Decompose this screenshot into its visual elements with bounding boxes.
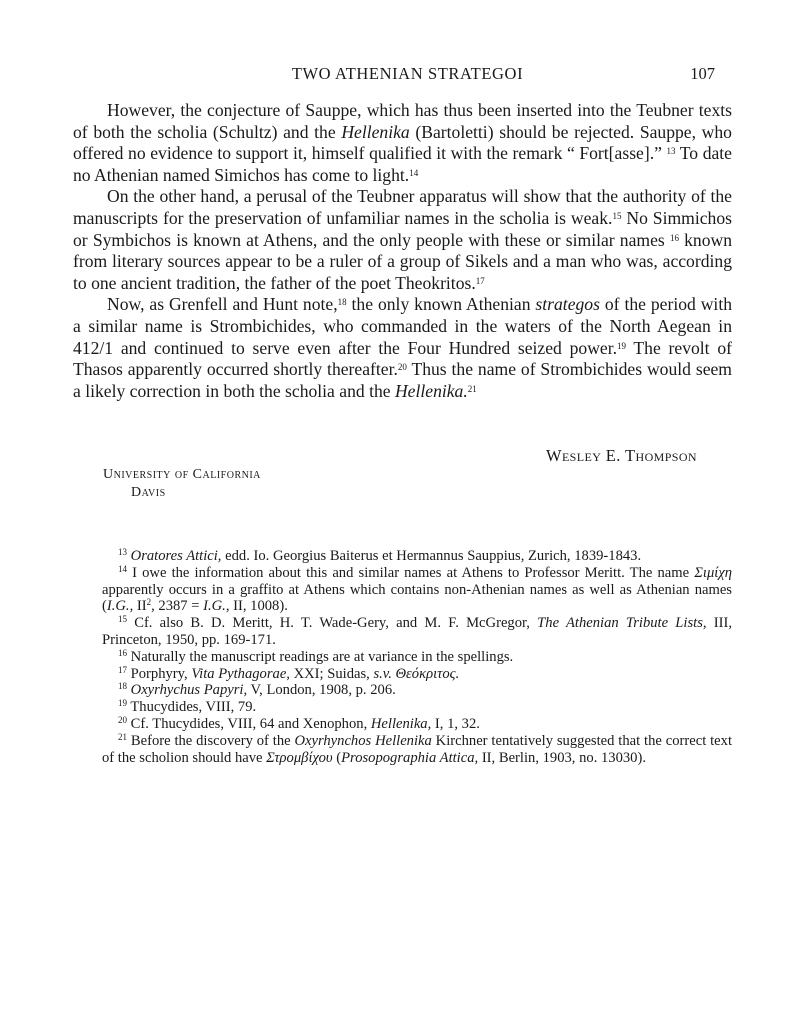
running-title: TWO ATHENIAN STRATEGOI [291, 64, 524, 83]
text-run: known from literary sources appear to be a ruler of a group of Sikels and a man who was, according to one ancient tradition, the father of the poet Theokritos. [73, 229, 732, 293]
footnote-17 [102, 666, 732, 683]
author-name: Wesley E. Thompson [545, 446, 697, 465]
article-body [73, 100, 732, 402]
footnote-ref-14[interactable]: 14 [409, 167, 419, 178]
italic-term: Hellenika [341, 121, 410, 142]
italic-abbrev: I.G., [203, 598, 230, 615]
text-run: (Bartoletti) should be rejected. Sauppe, who offered no evidence to support it, himself qualified it with the remark “ Fort[asse].” [73, 121, 732, 164]
footnote-number: 14 [118, 563, 127, 574]
italic-term: Hellenika. [394, 380, 468, 401]
text-run: Cf. Thucydides, VIII, 64 and Xenophon, [127, 715, 371, 732]
text-run: Before the discovery of the [127, 732, 295, 749]
footnote-21 [102, 733, 732, 767]
footnote-ref-20[interactable]: 20 [397, 362, 407, 373]
affiliation-institution: University of California [103, 467, 261, 482]
text-run: I owe the information about this and similar names at Athens to Professor Meritt. The name [127, 564, 695, 581]
text-run: III, Princeton, 1950, pp. 169-171. [102, 615, 732, 648]
affiliation-campus: Davis [131, 485, 166, 500]
page-number: 107 [690, 64, 715, 83]
text-run: To date no Athenian named Simichos has come to light. [73, 143, 732, 185]
footnote-number: 13 [118, 547, 127, 557]
text-run: No Simmichos or Symbichos is known at Athens, and the only people with these or similar names [73, 207, 732, 250]
footnotes [102, 548, 732, 766]
text-run: II, Berlin, 1903, no. 13030). [478, 749, 646, 766]
footnote-number: 19 [118, 698, 127, 709]
italic-title: Oxyrhynchos Hellenika [294, 732, 432, 749]
text-run: Kirchner tentatively suggested that the correct text of the scholion should have [102, 732, 733, 766]
text-run: of the period with a similar name is Strombichides, who commanded in the waters of the North Aegean in 412/1 and continued to serve even after the Four Hundred seized power. [73, 294, 733, 358]
italic-abbrev: I.G., [106, 598, 134, 615]
greek-word: Σιμίχη [694, 564, 732, 581]
footnote-number: 15 [118, 614, 127, 625]
footnote-19 [102, 699, 732, 716]
text-run: Cf. also B. D. Meritt, H. T. Wade-Gery, and M. F. McGregor, [127, 615, 538, 632]
text-run: Thucydides, VIII, 79. [127, 699, 257, 716]
footnote-number: 20 [118, 714, 127, 725]
paragraph-3 [73, 294, 732, 402]
footnote-number: 17 [118, 664, 127, 675]
edition-superscript: 2 [146, 597, 152, 608]
italic-title: Prosopographia Attica, [341, 749, 479, 766]
text-run: Porphyry, [127, 665, 192, 682]
footnote-number: 16 [118, 647, 127, 658]
text-run: the only known Athenian [346, 294, 536, 315]
footnote-number: 18 [118, 681, 127, 692]
text-run: apparently occurs in a graffito at Athens which contains non-Athenian names as well as Athenian names ( [102, 581, 732, 615]
text-run: ( [332, 749, 342, 766]
italic-abbrev: s.v. [373, 665, 392, 682]
greek-word: Θεόκριτος. [395, 665, 460, 682]
text-run: Now, as Grenfell and Hunt note, [107, 294, 338, 315]
footnote-16 [102, 649, 732, 666]
footnote-ref-19[interactable]: 19 [617, 340, 626, 351]
footnote-14 [102, 565, 732, 615]
footnote-ref-16[interactable]: 16 [669, 232, 679, 243]
text-run: Thus the name of Strombichides would seem a likely correction in both the scholia and the [73, 359, 732, 401]
footnote-ref-13[interactable]: 13 [666, 146, 676, 157]
footnote-20 [102, 716, 732, 733]
author-affiliation [103, 466, 261, 502]
footnote-13 [102, 548, 732, 565]
text-run: Naturally the manuscript readings are at variance in the spellings. [127, 648, 514, 665]
greek-word: Στρομβίχου [266, 749, 333, 766]
footnote-18 [102, 682, 732, 699]
text-run: , 2387 = [151, 598, 204, 615]
italic-title: Oratores Attici, [130, 548, 222, 564]
italic-title: Oxyrhychus Papyri, [130, 682, 248, 699]
text-run: The revolt of Thasos apparently occurred shortly thereafter. [73, 337, 732, 380]
text-run: II, 1008). [229, 598, 288, 615]
paragraph-1 [73, 100, 732, 186]
italic-title: Hellenika, [370, 715, 432, 732]
text-run: II [133, 598, 147, 615]
italic-term: strategos [535, 294, 600, 315]
footnote-ref-17[interactable]: 17 [475, 275, 485, 286]
running-head [100, 64, 715, 88]
footnote-number: 21 [118, 731, 127, 742]
text-run: edd. Io. Georgius Baiterus et Hermannus Sauppius, Zurich, 1839-1843. [221, 548, 642, 564]
footnote-ref-21[interactable]: 21 [467, 383, 477, 394]
italic-title: The Athenian Tribute Lists, [537, 615, 707, 632]
footnote-ref-18[interactable]: 18 [337, 297, 347, 308]
text-run: However, the conjecture of Sauppe, which has thus been inserted into the Teubner texts of both the scholia (Schultz) and the [73, 100, 732, 142]
paragraph-2 [73, 186, 732, 294]
footnote-ref-15[interactable]: 15 [612, 210, 622, 221]
text-run: I, 1, 32. [431, 715, 480, 732]
text-run: XXI; Suidas, [289, 665, 374, 682]
text-run: On the other hand, a perusal of the Teubner apparatus will show that the authority of the manuscripts for the preservation of unfamiliar names in the scholia is weak. [73, 186, 732, 228]
text-run: V, London, 1908, p. 206. [247, 682, 396, 699]
footnote-15 [102, 615, 732, 649]
italic-title: Vita Pythagorae, [191, 665, 290, 682]
